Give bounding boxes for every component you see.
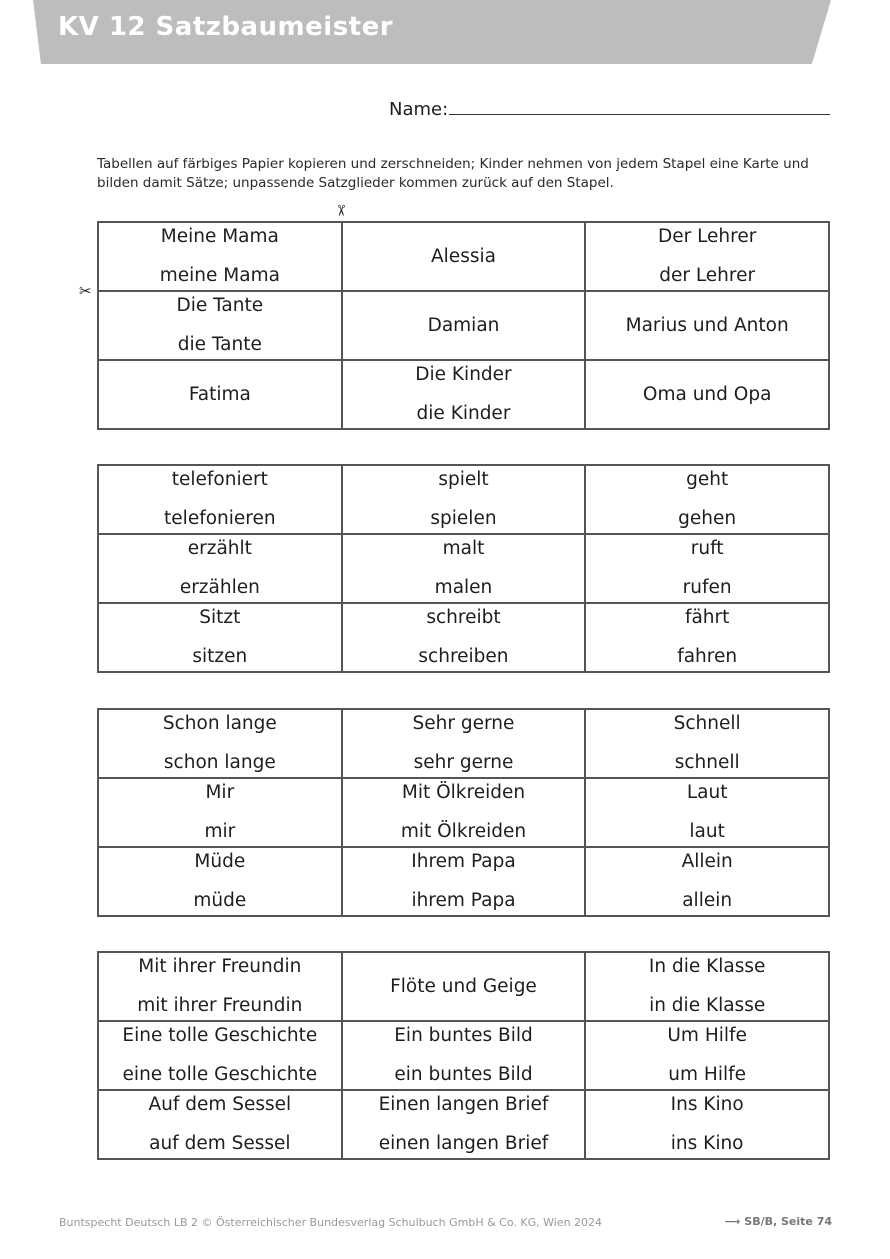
card-text-lowercase: die Tante <box>177 334 262 355</box>
card-text-capitalized: Mit ihrer Freundin <box>138 956 302 977</box>
card-text-capitalized: Müde <box>194 851 246 872</box>
card-word-pair <box>99 1091 341 1158</box>
word-card <box>98 465 342 534</box>
word-card <box>342 360 586 429</box>
word-card <box>342 1021 586 1090</box>
word-card <box>585 222 829 291</box>
card-row <box>98 603 829 672</box>
card-text-capitalized: Einen langen Brief <box>378 1094 549 1115</box>
card-text-capitalized: schreibt <box>426 607 501 628</box>
card-text-capitalized: spielt <box>438 469 489 490</box>
word-card <box>98 847 342 916</box>
scissors-icon: ✂ <box>79 282 92 300</box>
card-text-capitalized: ruft <box>690 538 724 559</box>
word-card <box>98 778 342 847</box>
card-word-pair <box>343 848 585 915</box>
word-card <box>98 534 342 603</box>
card-row <box>98 952 829 1021</box>
card-text-lowercase: fahren <box>677 646 738 667</box>
card-word-pair <box>99 710 341 777</box>
card-word-pair <box>343 710 585 777</box>
card-word-pair <box>343 361 585 428</box>
card-text-lowercase: gehen <box>678 508 737 529</box>
name-label: Name: <box>389 99 449 120</box>
card-text-capitalized: Um Hilfe <box>667 1025 747 1046</box>
card-word-pair <box>99 223 341 290</box>
card-word-pair <box>586 604 828 671</box>
word-card <box>342 778 586 847</box>
card-text-capitalized: Laut <box>686 782 728 803</box>
card-row <box>98 534 829 603</box>
word-card <box>585 603 829 672</box>
card-text-lowercase: spielen <box>430 508 497 529</box>
card-word-pair <box>99 535 341 602</box>
card-word-pair <box>343 604 585 671</box>
card-text-lowercase: rufen <box>682 577 732 598</box>
page-title: KV 12 Satzbaumeister <box>58 12 394 42</box>
card-word-pair <box>586 848 828 915</box>
card-text-capitalized: Die Kinder <box>415 364 512 385</box>
word-card <box>342 222 586 291</box>
card-row <box>98 360 829 429</box>
word-card <box>585 360 829 429</box>
footer-copyright: Buntspecht Deutsch LB 2 © Österreichischer Bundesverlag Schulbuch GmbH & Co. KG, Wien 2024 <box>59 1216 603 1229</box>
word-card <box>98 222 342 291</box>
card-word-pair <box>586 1091 828 1158</box>
card-text-lowercase: allein <box>682 890 733 911</box>
card-text: Oma und Opa <box>642 384 772 405</box>
card-text-lowercase: erzählen <box>179 577 260 598</box>
card-text-lowercase: schnell <box>674 752 740 773</box>
card-text-capitalized: Schon lange <box>162 713 277 734</box>
card-text-lowercase: müde <box>193 890 247 911</box>
card-word-pair <box>343 1091 585 1158</box>
word-card <box>585 952 829 1021</box>
word-card <box>585 709 829 778</box>
scissors-icon: ✂ <box>331 204 350 217</box>
word-card <box>342 465 586 534</box>
card-text-capitalized: Schnell <box>673 713 741 734</box>
card-text-capitalized: Ein buntes Bild <box>394 1025 533 1046</box>
word-card <box>585 1090 829 1159</box>
footer-page-ref: ⟶ SB/B, Seite 74 <box>724 1215 832 1228</box>
card-row <box>98 465 829 534</box>
card-text-lowercase: auf dem Sessel <box>149 1133 291 1154</box>
word-card <box>342 291 586 360</box>
instructions: Tabellen auf färbiges Papier kopieren und zerschneiden; Kinder nehmen von jedem Stapel eine Karte und bilden damit Sätze; unpassende Satzglieder kommen zurück auf den Stapel. <box>97 156 809 191</box>
card-text-lowercase: ihrem Papa <box>411 890 516 911</box>
card-text: Fatima <box>188 384 251 405</box>
card-row <box>98 847 829 916</box>
card-text-lowercase: einen langen Brief <box>378 1133 549 1154</box>
card-word-pair <box>343 466 585 533</box>
word-card <box>585 465 829 534</box>
card-row <box>98 778 829 847</box>
card-text-capitalized: Der Lehrer <box>657 226 757 247</box>
card-word-pair <box>586 466 828 533</box>
name-field-line[interactable] <box>449 114 830 115</box>
card-text: Marius und Anton <box>625 315 789 336</box>
card-text: Alessia <box>431 246 496 267</box>
card-text-lowercase: laut <box>689 821 725 842</box>
card-word-pair <box>99 848 341 915</box>
card-word-pair <box>343 779 585 846</box>
card-row <box>98 1090 829 1159</box>
card-word-pair <box>586 953 828 1020</box>
card-word-pair <box>343 535 585 602</box>
word-card <box>98 1090 342 1159</box>
card-word-pair <box>99 953 341 1020</box>
card-text-lowercase: telefonieren <box>164 508 276 529</box>
card-text-lowercase: sehr gerne <box>413 752 514 773</box>
card-table-objects <box>97 951 830 1160</box>
word-card <box>585 291 829 360</box>
card-row <box>98 222 829 291</box>
word-card <box>342 1090 586 1159</box>
word-card <box>585 778 829 847</box>
card-word-pair <box>586 535 828 602</box>
card-text-capitalized: malt <box>442 538 485 559</box>
card-word-pair <box>99 1022 341 1089</box>
word-card <box>585 1021 829 1090</box>
card-text-lowercase: ins Kino <box>670 1133 744 1154</box>
card-text-lowercase: die Kinder <box>416 403 511 424</box>
card-text-lowercase: mir <box>204 821 236 842</box>
word-card <box>585 534 829 603</box>
card-text-lowercase: schreiben <box>418 646 509 667</box>
word-card <box>342 603 586 672</box>
word-card <box>98 360 342 429</box>
card-text: Flöte und Geige <box>390 976 537 997</box>
card-text-lowercase: der Lehrer <box>659 265 756 286</box>
word-card <box>342 534 586 603</box>
word-card <box>98 1021 342 1090</box>
card-table-verbs <box>97 464 830 673</box>
word-card <box>98 291 342 360</box>
card-text-lowercase: sitzen <box>192 646 248 667</box>
card-text-capitalized: Mit Ölkreiden <box>401 782 526 803</box>
card-text-lowercase: schon lange <box>163 752 276 773</box>
card-text-capitalized: Die Tante <box>176 295 264 316</box>
card-text-capitalized: Ins Kino <box>670 1094 744 1115</box>
card-text-capitalized: Allein <box>681 851 733 872</box>
card-row <box>98 709 829 778</box>
card-text-capitalized: In die Klasse <box>648 956 766 977</box>
card-text-capitalized: fährt <box>684 607 730 628</box>
word-card <box>342 952 586 1021</box>
card-text-lowercase: mit Ölkreiden <box>400 821 527 842</box>
card-word-pair <box>99 604 341 671</box>
card-word-pair <box>586 223 828 290</box>
card-word-pair <box>586 779 828 846</box>
card-text-capitalized: Eine tolle Geschichte <box>122 1025 318 1046</box>
word-card <box>98 709 342 778</box>
card-text-capitalized: Auf dem Sessel <box>148 1094 292 1115</box>
card-text-lowercase: meine Mama <box>159 265 280 286</box>
card-text: Damian <box>427 315 500 336</box>
card-text-capitalized: telefoniert <box>171 469 268 490</box>
card-text-capitalized: Mir <box>205 782 235 803</box>
word-card <box>342 847 586 916</box>
card-text-capitalized: Sitzt <box>199 607 241 628</box>
card-text-capitalized: erzählt <box>187 538 252 559</box>
card-word-pair <box>99 466 341 533</box>
card-row <box>98 291 829 360</box>
card-row <box>98 1021 829 1090</box>
card-table-adverbials <box>97 708 830 917</box>
card-text-capitalized: Ihrem Papa <box>411 851 516 872</box>
word-card <box>342 709 586 778</box>
card-text-lowercase: mit ihrer Freundin <box>137 995 303 1016</box>
card-text-lowercase: in die Klasse <box>649 995 766 1016</box>
word-card <box>585 847 829 916</box>
card-word-pair <box>343 1022 585 1089</box>
word-card <box>98 603 342 672</box>
card-text-capitalized: Meine Mama <box>160 226 279 247</box>
card-word-pair <box>99 292 341 359</box>
card-text-capitalized: Sehr gerne <box>412 713 515 734</box>
word-card <box>98 952 342 1021</box>
card-word-pair <box>586 1022 828 1089</box>
card-text-lowercase: malen <box>434 577 493 598</box>
card-text-capitalized: geht <box>686 469 729 490</box>
card-text-lowercase: ein buntes Bild <box>394 1064 533 1085</box>
card-word-pair <box>586 710 828 777</box>
card-text-lowercase: um Hilfe <box>668 1064 747 1085</box>
card-text-lowercase: eine tolle Geschichte <box>122 1064 318 1085</box>
card-table-subjects <box>97 221 830 430</box>
card-word-pair <box>99 779 341 846</box>
